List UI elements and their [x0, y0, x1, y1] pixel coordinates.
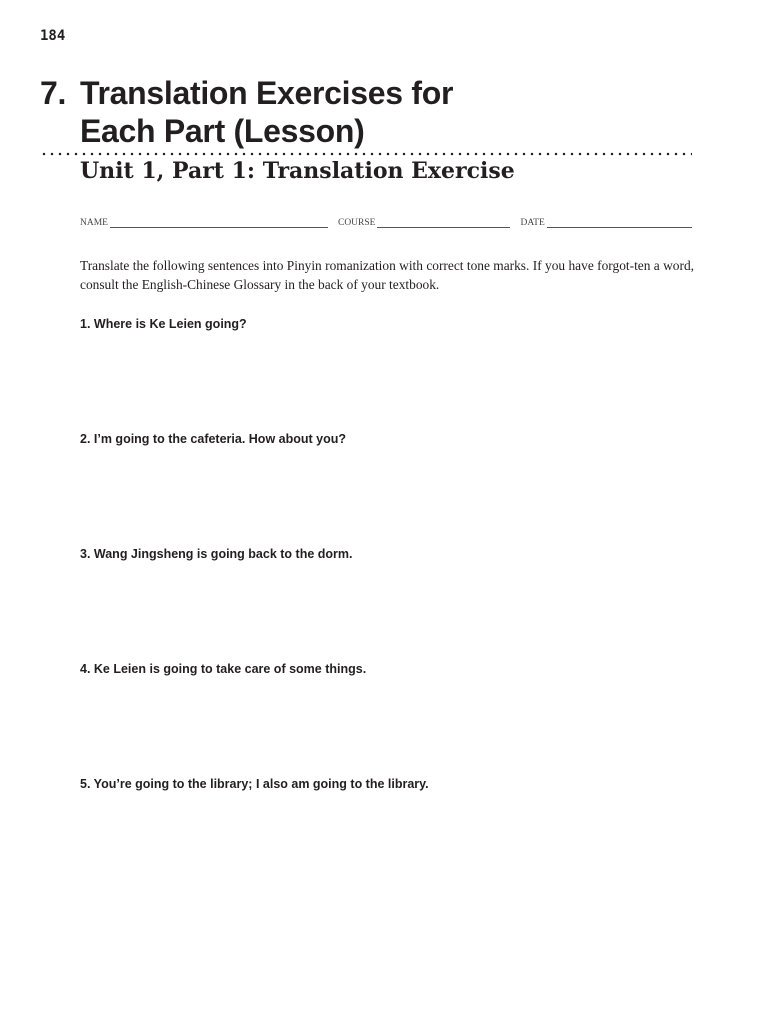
- question-2: 2. I’m going to the cafeteria. How about you?: [80, 432, 346, 446]
- question-3: 3. Wang Jingsheng is going back to the dorm.: [80, 547, 353, 561]
- unit-title: Unit 1, Part 1: Translation Exercise: [80, 158, 515, 184]
- chapter-title-line2: Each Part (Lesson): [80, 113, 365, 149]
- instructions-paragraph: Translate the following sentences into Pinyin romanization with correct tone marks. If you have forgot-ten a word, consult the English-Chinese Glossary in the back of your textbook.: [80, 258, 694, 292]
- question-5: 5. You’re going to the library; I also am going to the library.: [80, 777, 429, 791]
- chapter-heading: [40, 74, 700, 150]
- chapter-number: 7.: [40, 75, 67, 111]
- name-label: NAME: [80, 218, 108, 228]
- page-number: 184: [40, 28, 66, 44]
- course-field[interactable]: [377, 218, 510, 228]
- question-4: 4. Ke Leien is going to take care of some things.: [80, 662, 367, 676]
- date-label: DATE: [520, 218, 545, 228]
- student-info-line: [80, 218, 692, 228]
- question-1: 1. Where is Ke Leien going?: [80, 317, 247, 331]
- chapter-title-line1: Translation Exercises for: [80, 75, 454, 111]
- date-field[interactable]: [547, 218, 692, 228]
- course-label: COURSE: [337, 218, 376, 228]
- name-field[interactable]: [110, 218, 328, 228]
- dotted-divider: [40, 152, 692, 156]
